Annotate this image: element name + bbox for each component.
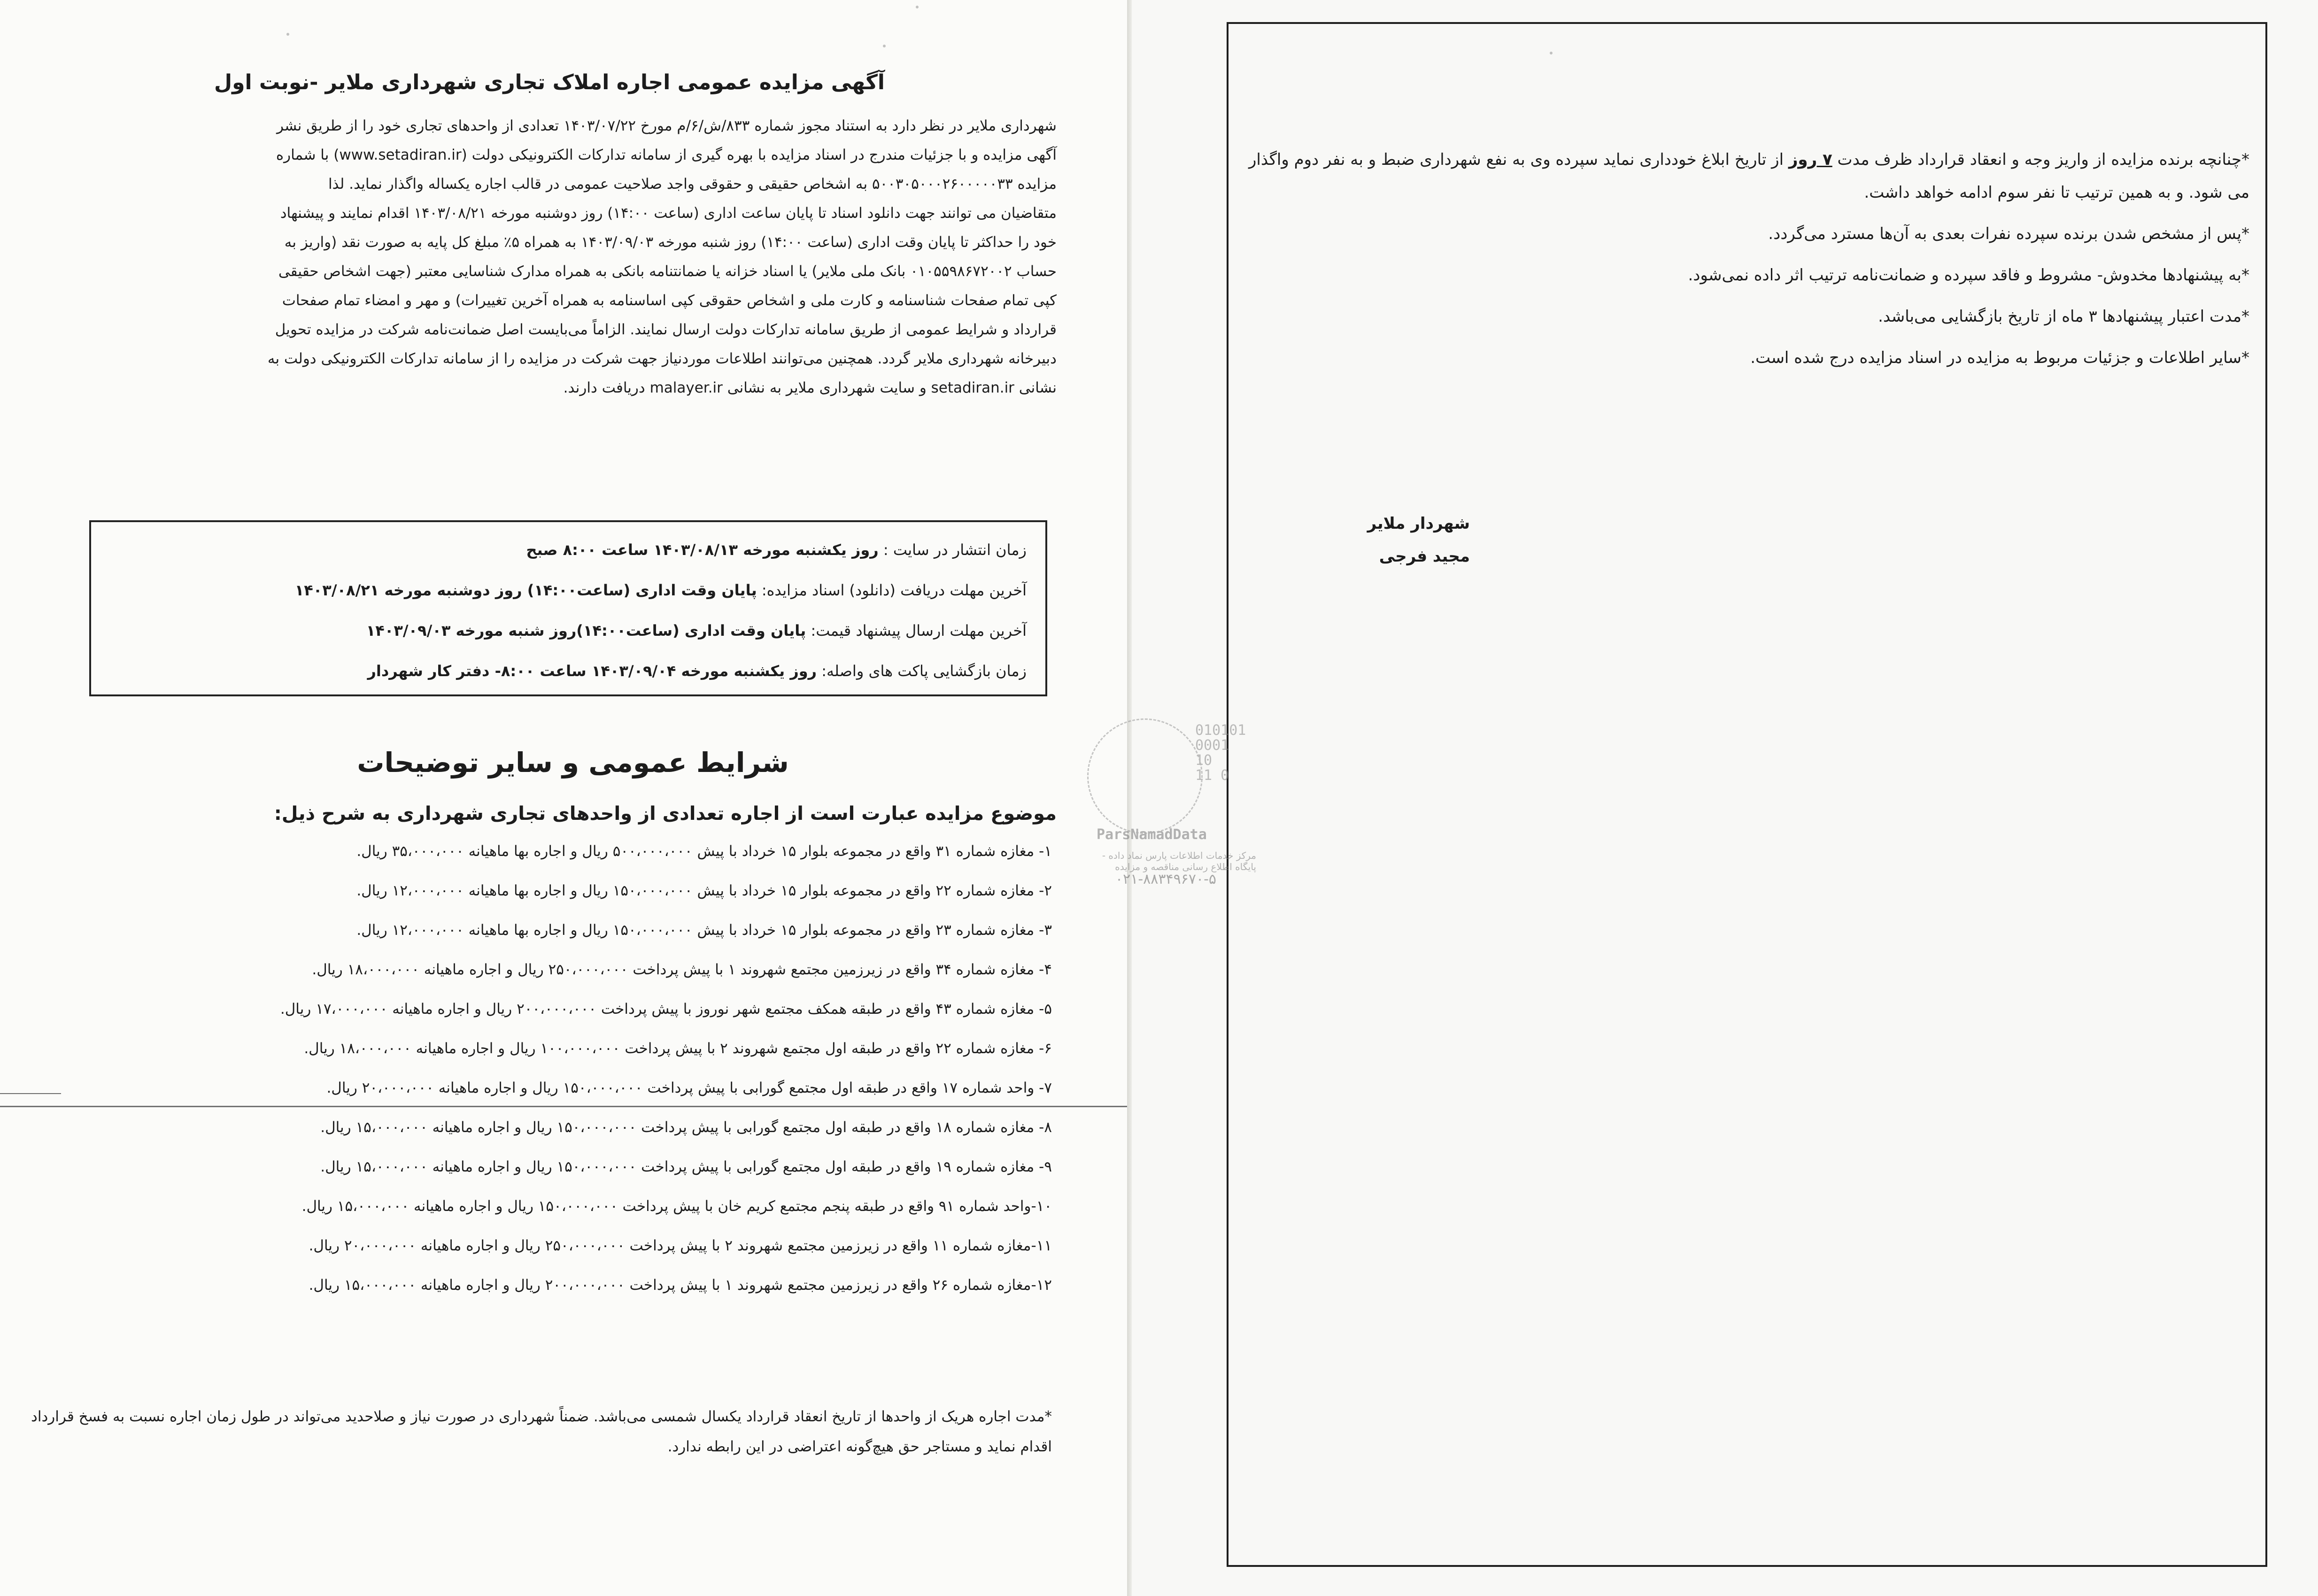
intro-line: قرارداد و شرایط عمومی از طریق سامانه تدارکات دولت ارسال نمایند. الزاماً می‌بایست اصل ضمانت‌نامه شرکت در مزایده تحویل	[275, 321, 1057, 338]
schedule-value: روز یکشنبه مورخه ۱۴۰۳/۰۸/۱۳ ساعت ۸:۰۰ صبح	[526, 541, 879, 559]
note-winner-deadline	[1240, 143, 2249, 209]
intro-line: متقاضیان می توانند جهت دانلود اسناد تا پایان ساعت اداری (ساعت ۱۴:۰۰) روز دوشنبه مورخه ۱۴۰۳/۰۸/۲۱ اقدام نمایند و پیشنهاد	[280, 205, 1057, 222]
list-item: ۲- مغازه شماره ۲۲ واقع در مجموعه بلوار ۱۵ خرداد با پیش ۱۵۰،۰۰۰،۰۰۰ ریال و اجاره بها ماهیانه ۱۲،۰۰۰،۰۰۰ ریال.	[356, 882, 1052, 899]
stamp-digits: 010101 0001 10 11 0	[1195, 722, 1246, 784]
schedule-label: آخرین مهلت دریافت (دانلود) اسناد مزایده:	[761, 581, 1027, 599]
intro-line: مزایده ۵۰۰۳۰۵۰۰۰۲۶۰۰۰۰۰۳۳ به اشخاص حقیقی و حقوقی واجد صلاحیت عمومی در قالب اجاره یکساله واگذار نماید. لذا	[328, 176, 1057, 193]
list-item: ۱- مغازه شماره ۳۱ واقع در مجموعه بلوار ۱۵ خرداد با پیش ۵۰۰،۰۰۰،۰۰۰ ریال و اجاره بها ماهیانه ۳۵،۰۰۰،۰۰۰ ریال.	[356, 843, 1052, 860]
intro-line: خود را حداکثر تا پایان وقت اداری (ساعت ۱۴:۰۰) روز شنبه مورخه ۱۴۰۳/۰۹/۰۳ به همراه ۵٪ مبلغ کل پایه به صورت نقد (واریز به	[284, 234, 1057, 251]
rental-items-list	[33, 840, 1052, 1314]
schedule-value: پایان وقت اداری (ساعت۱۴:۰۰)روز شنبه مورخه ۱۴۰۳/۰۹/۰۳	[366, 622, 806, 640]
stamp-phone: ۰۲۱-۸۸۳۴۹۶۷۰-۵	[1115, 871, 1217, 887]
list-item: ۶- مغازه شماره ۲۲ واقع در طبقه اول مجتمع شهروند ۲ با پیش پرداخت ۱۰۰،۰۰۰،۰۰۰ ریال و اجاره ماهیانه ۱۸،۰۰۰،۰۰۰ ریال.	[304, 1040, 1052, 1057]
list-item: ۴- مغازه شماره ۳۴ واقع در زیرزمین مجتمع شهروند ۱ با پیش پرداخت ۲۵۰،۰۰۰،۰۰۰ ریال و اجاره ماهیانه ۱۸،۰۰۰،۰۰۰ ریال.	[312, 961, 1052, 978]
conditions-subtitle: موضوع مزایده عبارت است از اجاره تعدادی از واحدهای تجاری شهرداری به شرح ذیل:	[274, 803, 1057, 825]
stamp-subtitle: مرکز خدمات اطلاعات پارس نماد داده - پایگاه اطلاع رسانی مناقصه و مزایده	[1102, 850, 1256, 872]
schedule-row	[110, 610, 1027, 651]
schedule-value: پایان وقت اداری (ساعت۱۴:۰۰) روز دوشنبه مورخه ۱۴۰۳/۰۸/۲۱	[294, 581, 757, 599]
list-item: ۱۱-مغازه شماره ۱۱ واقع در زیرزمین مجتمع شهروند ۲ با پیش پرداخت ۲۵۰،۰۰۰،۰۰۰ ریال و اجاره ماهیانه ۲۰،۰۰۰،۰۰۰ ریال.	[309, 1237, 1052, 1254]
schedule-row	[110, 530, 1027, 570]
note-text: از تاریخ ابلاغ خودداری نماید سپرده وی به نفع شهرداری ضبط و به نفر دوم واگذار می شود. و به همین ترتیب تا نفر سوم ادامه خواهد داشت.	[1249, 150, 2249, 202]
list-item: ۷- واحد شماره ۱۷ واقع در طبقه اول مجتمع گورابی با پیش پرداخت ۱۵۰،۰۰۰،۰۰۰ ریال و اجاره ماهیانه ۲۰،۰۰۰،۰۰۰ ریال.	[326, 1079, 1052, 1096]
schedule-value: روز یکشنبه مورخه ۱۴۰۳/۰۹/۰۴ ساعت ۸:۰۰- دفتر کار شهردار	[367, 662, 817, 680]
schedule-box	[89, 520, 1047, 696]
lease-duration-note: *مدت اجاره هریک از واحدها از تاریخ انعقاد قرارداد یکسال شمسی می‌باشد. ضمناً شهرداری در صورت نیاز و صلاحدید می‌تواند در طول زمان اجاره نسبت به فسخ قرارداد اقدام نماید و مستاجر حق هیچ‌گونه اعتراضی در این رابطه ندارد.	[31, 1408, 1052, 1455]
list-item: ۳- مغازه شماره ۲۳ واقع در مجموعه بلوار ۱۵ خرداد با پیش ۱۵۰،۰۰۰،۰۰۰ ریال و اجاره بها ماهیانه ۱۲،۰۰۰،۰۰۰ ریال.	[356, 922, 1052, 939]
announcement-title: آگهی مزایده عمومی اجاره املاک تجاری شهرداری ملایر -نوبت اول	[214, 70, 885, 94]
list-item: ۸- مغازه شماره ۱۸ واقع در طبقه اول مجتمع گورابی با پیش پرداخت ۱۵۰،۰۰۰،۰۰۰ ریال و اجاره ماهیانه ۱۵،۰۰۰،۰۰۰ ریال.	[320, 1119, 1052, 1136]
note-other-info: *سایر اطلاعات و جزئیات مربوط به مزایده در اسناد مزایده درج شده است.	[1750, 348, 2249, 367]
intro-line: نشانی setadiran.ir و سایت شهرداری ملایر به نشانی malayer.ir دریافت دارند.	[563, 379, 1057, 396]
list-item: ۱۰-واحد شماره ۹۱ واقع در طبقه پنجم مجتمع کریم خان با پیش پرداخت ۱۵۰،۰۰۰،۰۰۰ ریال و اجاره ماهیانه ۱۵،۰۰۰،۰۰۰ ریال.	[301, 1198, 1052, 1215]
conditions-title: شرایط عمومی و سایر توضیحات	[357, 747, 789, 779]
schedule-label: زمان بازگشایی پاکت های واصله:	[821, 662, 1027, 680]
note-invalid-bids: *به پیشنهادها مخدوش- مشروط و فاقد سپرده و ضمانت‌نامه ترتیب اثر داده نمی‌شود.	[1688, 266, 2249, 285]
schedule-label: زمان انتشار در سایت :	[883, 541, 1027, 559]
note-deposit-refund: *پس از مشخص شدن برنده سپرده نفرات بعدی به آن‌ها مسترد می‌گردد.	[1768, 224, 2249, 243]
deadline-emphasis: ۷ روز	[1788, 150, 1832, 169]
signature-block	[1324, 507, 1470, 573]
schedule-label: آخرین مهلت ارسال پیشنهاد قیمت:	[811, 622, 1027, 640]
announcement-intro	[42, 111, 1057, 402]
schedule-row	[110, 570, 1027, 610]
stamp-flower-icon	[1087, 718, 1203, 834]
schedule-row	[110, 651, 1027, 691]
intro-line: دبیرخانه شهرداری ملایر گردد. همچنین می‌توانند اطلاعات موردنیاز جهت شرکت در مزایده را از سامانه تدارکات الکترونیکی دولت به	[267, 350, 1057, 367]
announcement-column	[42, 70, 1057, 402]
watermark-stamp	[1078, 709, 1266, 887]
list-item: ۱۲-مغازه شماره ۲۶ واقع در زیرزمین مجتمع شهروند ۱ با پیش پرداخت ۲۰۰،۰۰۰،۰۰۰ ریال و اجاره ماهیانه ۱۵،۰۰۰،۰۰۰ ریال.	[309, 1277, 1052, 1294]
signer-title: شهردار ملایر	[1367, 514, 1470, 533]
intro-line: شهرداری ملایر در نظر دارد به استناد مجوز شماره ۸۳۳/ش/۶/م مورخ ۱۴۰۳/۰۷/۲۲ تعدادی از واحدهای تجاری خود را از طریق نشر	[276, 117, 1057, 134]
intro-line: آگهی مزایده و با جزئیات مندرج در اسناد مزایده با بهره گیری از سامانه تدارکات الکترونیکی دولت (www.setadiran.ir) با شماره	[276, 146, 1057, 163]
signer-name: مجید فرجی	[1379, 547, 1470, 566]
list-item: ۵- مغازه شماره ۴۳ واقع در طبقه همکف مجتمع شهر نوروز با پیش پرداخت ۲۰۰،۰۰۰،۰۰۰ ریال و اجاره ماهیانه ۱۷،۰۰۰،۰۰۰ ریال.	[280, 1001, 1052, 1018]
stamp-brand: ParsNamadData	[1097, 826, 1207, 843]
note-text: *چنانچه برنده مزایده از واریز وجه و انعقاد قرارداد ظرف مدت	[1832, 150, 2249, 169]
notes-column	[1240, 143, 2249, 383]
note-validity: *مدت اعتبار پیشنهادها ۳ ماه از تاریخ بازگشایی می‌باشد.	[1878, 307, 2249, 326]
list-item: ۹- مغازه شماره ۱۹ واقع در طبقه اول مجتمع گورابی با پیش پرداخت ۱۵۰،۰۰۰،۰۰۰ ریال و اجاره ماهیانه ۱۵،۰۰۰،۰۰۰ ریال.	[320, 1158, 1052, 1175]
intro-line: کپی تمام صفحات شناسنامه و کارت ملی و اشخاص حقوقی کپی اساسنامه به همراه آخرین تغییرات) و مهر و امضاء تمام صفحات	[282, 292, 1057, 309]
intro-line: حساب ۰۱۰۵۵۹۸۶۷۲۰۰۲ بانک ملی ملایر) یا اسناد خزانه یا ضمانتنامه بانکی به همراه مدارک شناسایی معتبر (جهت اشخاص حقیقی	[278, 263, 1057, 280]
